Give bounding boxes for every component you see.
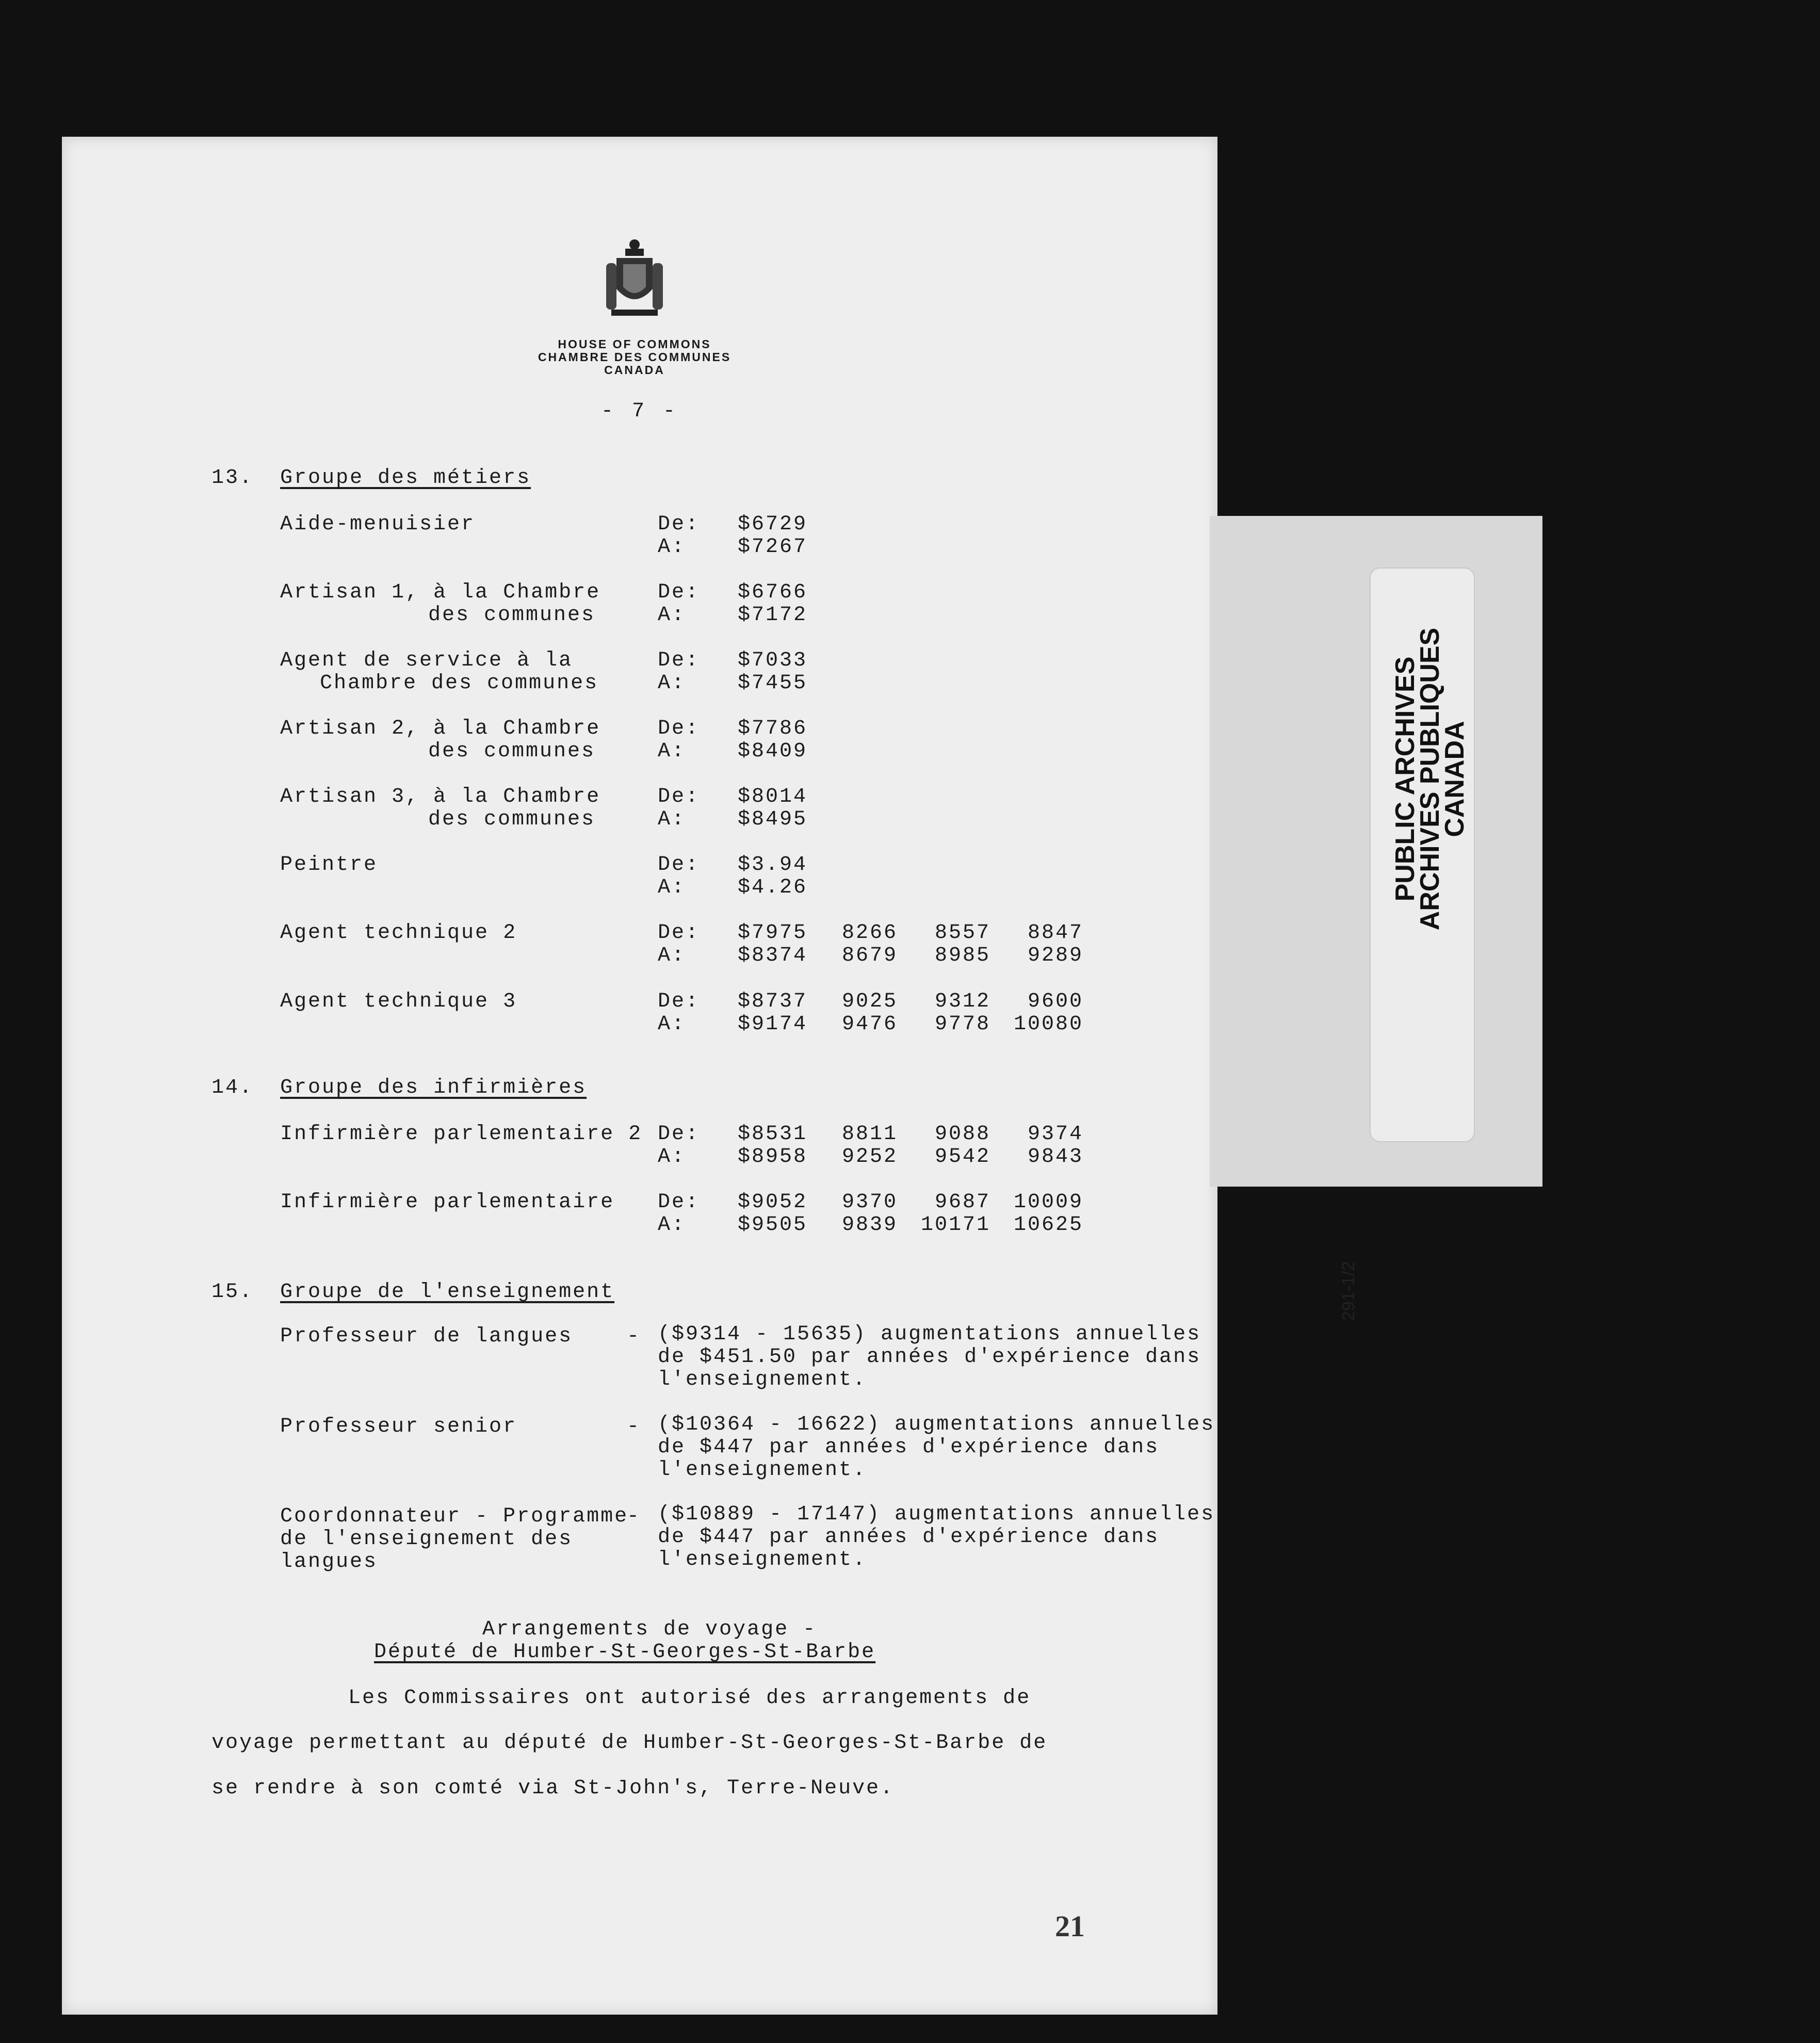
rate-step: 9542 — [934, 1145, 990, 1169]
rate-value: $8737 — [738, 990, 808, 1013]
rate-value: $8958 — [738, 1145, 808, 1169]
travel-heading: Arrangements de voyage - — [482, 1618, 817, 1641]
description-line: ($9314 - 15635) augmentations annuelles — [658, 1323, 1201, 1346]
stamp-line-1: PUBLIC ARCHIVES — [1390, 656, 1420, 902]
section-number: 14. — [212, 1076, 254, 1099]
de-label: De: — [658, 717, 700, 740]
archive-page-number: 21 — [1055, 1909, 1085, 1943]
description-line: l'enseignement. — [658, 1458, 867, 1482]
letterhead-line-2: CHAMBRE DES COMMUNES — [538, 350, 732, 364]
rate-value: $9174 — [738, 1013, 808, 1036]
archives-stamp-text — [1390, 495, 1470, 1063]
rate-value: $8531 — [738, 1123, 808, 1146]
rate-step: 9843 — [1027, 1145, 1083, 1169]
coat-of-arms-emblem — [604, 237, 665, 320]
rate-step: 9476 — [841, 1013, 898, 1036]
row-label: Aide-menuisier — [280, 513, 476, 536]
rate-value: $4.26 — [738, 876, 808, 899]
row-label-cont: des communes — [428, 808, 596, 831]
rate-value: $7033 — [738, 649, 808, 672]
description-line: ($10364 - 16622) augmentations annuelles — [658, 1413, 1215, 1436]
rate-step: 9600 — [1027, 990, 1083, 1013]
description-line: ($10889 - 17147) augmentations annuelles — [658, 1503, 1215, 1526]
row-label: Artisan 2, à la Chambre — [280, 717, 601, 740]
letterhead-line-3: CANADA — [604, 363, 665, 377]
description-line: l'enseignement. — [658, 1368, 867, 1391]
row-label: Peintre — [280, 853, 378, 877]
rate-step: 9839 — [841, 1213, 898, 1237]
section-title: Groupe de l'enseignement — [280, 1280, 615, 1304]
rate-step: 9088 — [934, 1123, 990, 1146]
letterhead-line-1: HOUSE OF COMMONS — [558, 337, 711, 351]
rate-step: 10009 — [1013, 1191, 1083, 1214]
paragraph-line: se rendre à son comté via St-John's, Terre-Neuve. — [212, 1777, 895, 1800]
rate-step: 8811 — [841, 1123, 898, 1146]
description-line: de $447 par années d'expérience dans — [658, 1436, 1160, 1459]
travel-subheading: Député de Humber-St-Georges-St-Barbe — [374, 1641, 876, 1664]
section-title: Groupe des métiers — [280, 466, 531, 490]
rate-value: $7455 — [738, 672, 808, 695]
rate-step: 9370 — [841, 1191, 898, 1214]
de-label: De: — [658, 785, 700, 808]
rate-step: 9289 — [1027, 944, 1083, 967]
archives-stamp-card — [1210, 516, 1542, 1321]
rate-step: 9312 — [934, 990, 990, 1013]
rate-value: $9505 — [738, 1213, 808, 1237]
de-label: De: — [658, 513, 700, 536]
row-label: Agent de service à la — [280, 649, 573, 672]
description-line: de $447 par années d'expérience dans — [658, 1526, 1160, 1549]
row-label: Artisan 1, à la Chambre — [280, 581, 601, 604]
rate-value: $3.94 — [738, 853, 808, 877]
a-label: A: — [658, 944, 686, 967]
a-label: A: — [658, 604, 686, 627]
rate-value: $9052 — [738, 1191, 808, 1214]
row-label: Professeur senior — [280, 1415, 517, 1438]
rate-step: 10625 — [1013, 1213, 1083, 1237]
a-label: A: — [658, 740, 686, 763]
rate-value: $8495 — [738, 808, 808, 831]
archive-reference-code: 291-1/2 — [1339, 1261, 1358, 1321]
de-label: De: — [658, 853, 700, 877]
row-label: Agent technique 3 — [280, 990, 517, 1013]
rate-step: 10171 — [920, 1213, 990, 1237]
row-label: Agent technique 2 — [280, 921, 517, 945]
row-label-cont: de l'enseignement des — [280, 1528, 573, 1551]
rate-step: 9778 — [934, 1013, 990, 1036]
row-label: Infirmière parlementaire — [280, 1191, 615, 1214]
rate-value: $8409 — [738, 740, 808, 763]
de-label: De: — [658, 990, 700, 1013]
rate-step: 8847 — [1027, 921, 1083, 945]
a-label: A: — [658, 1145, 686, 1169]
rate-step: 9374 — [1027, 1123, 1083, 1146]
description-line: de $451.50 par années d'expérience dans — [658, 1345, 1201, 1369]
dash: - — [627, 1325, 641, 1348]
stamp-line-3: CANADA — [1440, 721, 1470, 837]
section-number: 13. — [212, 466, 254, 490]
stamp-line-2: ARCHIVES PUBLIQUES — [1415, 627, 1445, 931]
rate-value: $6766 — [738, 581, 808, 604]
row-label: Coordonnateur - Programme — [280, 1505, 629, 1528]
rate-step: 8985 — [934, 944, 990, 967]
a-label: A: — [658, 1013, 686, 1036]
de-label: De: — [658, 921, 700, 945]
dash: - — [627, 1415, 641, 1438]
rate-step: 9025 — [841, 990, 898, 1013]
paragraph-line: Les Commissaires ont autorisé des arrangements de — [348, 1687, 1031, 1710]
section-number: 15. — [212, 1280, 254, 1304]
de-label: De: — [658, 1123, 700, 1146]
row-label-cont: des communes — [428, 604, 596, 627]
rate-value: $7172 — [738, 604, 808, 627]
rate-value: $8014 — [738, 785, 808, 808]
a-label: A: — [658, 808, 686, 831]
rate-step: 10080 — [1013, 1013, 1083, 1036]
row-label: Professeur de langues — [280, 1325, 573, 1348]
rate-value: $7267 — [738, 536, 808, 559]
a-label: A: — [658, 536, 686, 559]
rate-step: 8266 — [841, 921, 898, 945]
rate-value: $7786 — [738, 717, 808, 740]
rate-step: 9687 — [934, 1191, 990, 1214]
dash: - — [627, 1505, 641, 1528]
row-label-cont: des communes — [428, 740, 596, 763]
page-number: - 7 - — [600, 400, 679, 423]
rate-value: $7975 — [738, 921, 808, 945]
a-label: A: — [658, 672, 686, 695]
section-title: Groupe des infirmières — [280, 1076, 587, 1099]
a-label: A: — [658, 876, 686, 899]
de-label: De: — [658, 649, 700, 672]
paragraph-line: voyage permettant au député de Humber-St-Georges-St-Barbe de — [212, 1731, 1048, 1755]
de-label: De: — [658, 1191, 700, 1214]
row-label: Artisan 3, à la Chambre — [280, 785, 601, 808]
row-label-cont: Chambre des communes — [320, 672, 599, 695]
row-label-cont: langues — [280, 1550, 378, 1574]
description-line: l'enseignement. — [658, 1548, 867, 1571]
de-label: De: — [658, 581, 700, 604]
rate-value: $8374 — [738, 944, 808, 967]
a-label: A: — [658, 1213, 686, 1237]
rate-step: 9252 — [841, 1145, 898, 1169]
document-page — [62, 137, 1217, 2015]
rate-value: $6729 — [738, 513, 808, 536]
rate-step: 8679 — [841, 944, 898, 967]
rate-step: 8557 — [934, 921, 990, 945]
row-label: Infirmière parlementaire 2 — [280, 1123, 643, 1146]
letterhead — [506, 338, 763, 377]
